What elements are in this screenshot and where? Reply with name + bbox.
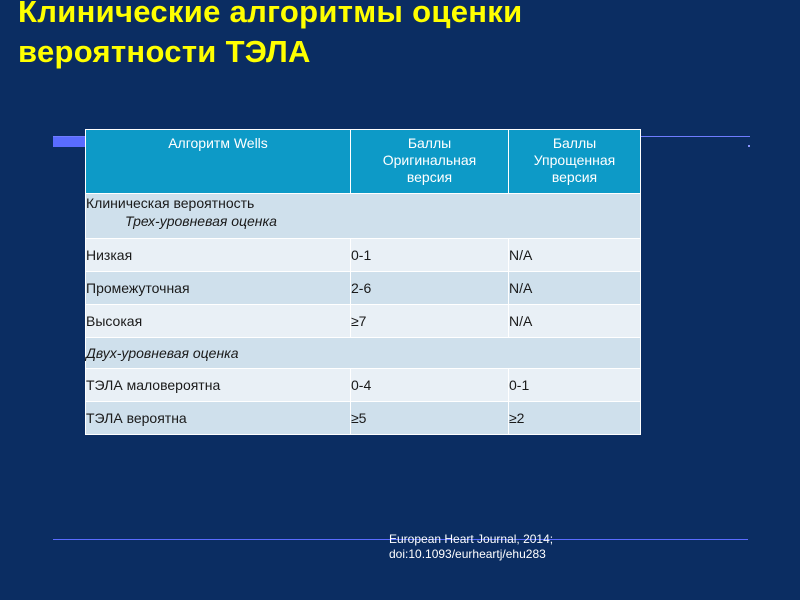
table-row	[86, 239, 641, 272]
row-original-pe-unlikely: 0-4	[351, 369, 509, 402]
two-level-label: Двух-уровневая оценка	[86, 338, 641, 369]
two-level-section-row	[86, 338, 641, 369]
header-original-line-1: Баллы	[407, 135, 452, 151]
header-algorithm	[86, 130, 351, 194]
row-original-high: ≥7	[351, 305, 509, 338]
table-row	[86, 402, 641, 435]
row-simplified-pe-likely: ≥2	[509, 402, 641, 435]
row-label-high: Высокая	[86, 305, 351, 338]
header-original-line-2: Оригинальная	[382, 152, 477, 168]
table-row	[86, 305, 641, 338]
citation-line-1: European Heart Journal, 2014;	[389, 532, 554, 546]
row-original-pe-likely: ≥5	[351, 402, 509, 435]
row-label-intermediate: Промежуточная	[86, 272, 351, 305]
table-row	[86, 369, 641, 402]
header-simplified-line-2: Упрощенная	[533, 152, 616, 168]
table-header-row	[86, 130, 641, 194]
clinical-probability-row	[86, 194, 641, 239]
row-label-pe-unlikely: ТЭЛА маловероятна	[86, 369, 351, 402]
header-simplified-line-3: версия	[551, 169, 598, 185]
header-simplified-line-1: Баллы	[552, 135, 597, 151]
slide-title-line-2: вероятности ТЭЛА	[18, 34, 311, 69]
row-simplified-intermediate: N/A	[509, 272, 641, 305]
row-simplified-pe-unlikely: 0-1	[509, 369, 641, 402]
clinical-probability-cell	[86, 194, 641, 239]
header-simplified-version	[509, 130, 641, 194]
clinical-probability-label: Клиническая вероятность	[86, 195, 255, 211]
header-original-version	[351, 130, 509, 194]
slide-title	[18, 0, 522, 72]
table-row	[86, 272, 641, 305]
citation	[389, 532, 553, 562]
three-level-label: Трех-уровневая оценка	[125, 213, 277, 229]
citation-line-2: doi:10.1093/eurheartj/ehu283	[389, 547, 546, 561]
header-algorithm-label: Алгоритм Wells	[168, 135, 268, 151]
row-label-pe-likely: ТЭЛА вероятна	[86, 402, 351, 435]
header-original-line-3: версия	[406, 169, 453, 185]
slide-title-line-1: Клинические алгоритмы оценки	[18, 0, 523, 29]
top-accent-dot	[748, 145, 750, 147]
row-simplified-high: N/A	[509, 305, 641, 338]
row-original-intermediate: 2-6	[351, 272, 509, 305]
row-original-low: 0-1	[351, 239, 509, 272]
row-simplified-low: N/A	[509, 239, 641, 272]
wells-score-table	[85, 129, 641, 435]
row-label-low: Низкая	[86, 239, 351, 272]
